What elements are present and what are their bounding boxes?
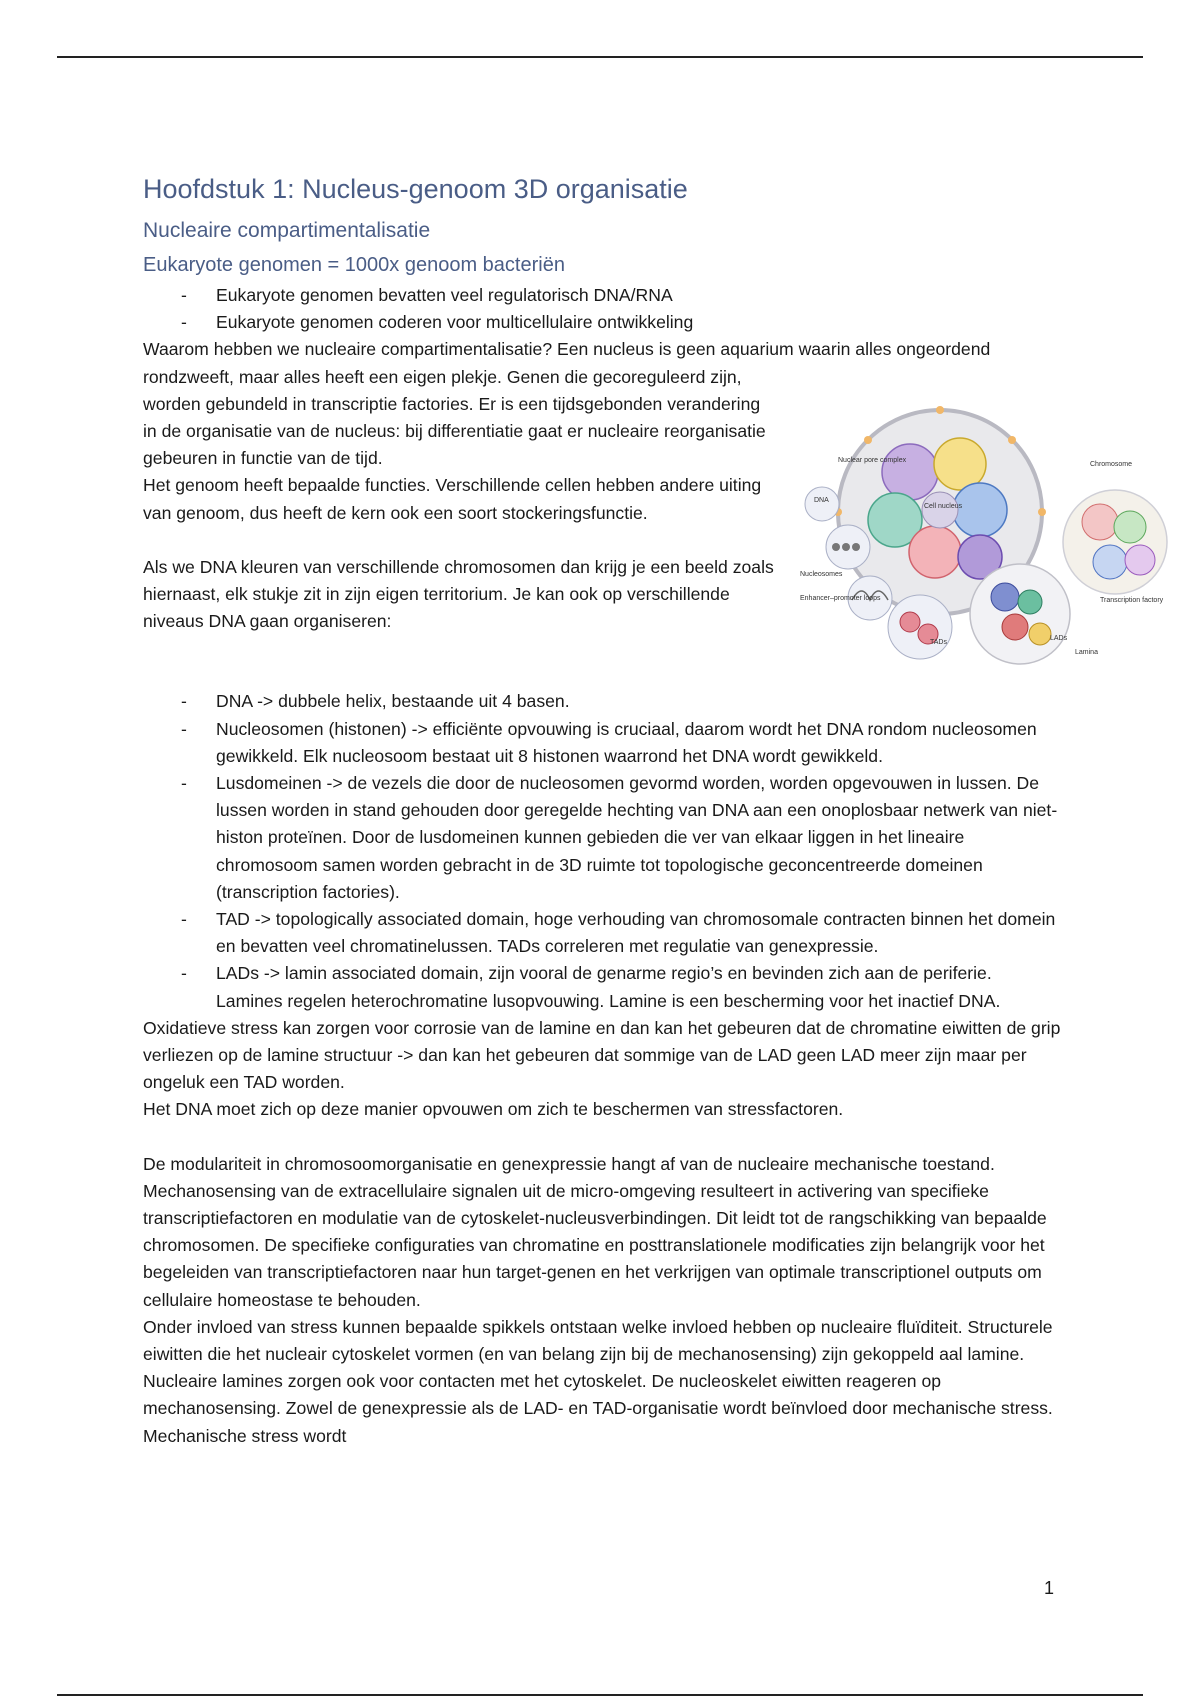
- label-tads: TADs: [930, 639, 947, 646]
- label-chromosome: Chromosome: [1090, 461, 1133, 468]
- document-body: [143, 168, 1063, 1450]
- paragraph: Het genoom heeft bepaalde functies. Verschillende cellen hebben andere uiting van genoom, dus heeft de kern ook een soort stockeringsfunctie.: [143, 475, 762, 523]
- list-item: - Nucleosomen (histonen) -> efficiënte opvouwing is cruciaal, daarom wordt het DNA rondom nucleosomen gewikkeld. Elk nucleosoom bestaat uit 8 histonen waarrond het DNA wordt gewikkeld.: [143, 716, 1063, 770]
- tad-zoom-shape: [888, 595, 952, 659]
- label-nuclear-pore: Nuclear pore complex: [838, 457, 907, 464]
- list-item: - Eukaryote genomen coderen voor multicellulaire ontwikkeling: [143, 309, 1063, 336]
- label-transcription-factory: Transcription factory: [1100, 597, 1164, 604]
- chapter-heading: Hoofdstuk 1: Nucleus-genoom 3D organisatie: [143, 174, 688, 204]
- section-heading: Nucleaire compartimentalisatie: [143, 219, 431, 242]
- label-cell-nucleus: Cell nucleus: [924, 503, 963, 510]
- label-lamina: Lamina: [1075, 649, 1098, 656]
- subsection-heading: Eukaryote genomen = 1000x genoom bacteriën: [143, 254, 565, 276]
- page-number: 1: [1044, 1578, 1055, 1598]
- paragraph: Onder invloed van stress kunnen bepaalde spikkels ontstaan welke invloed hebben op nucleaire fluïditeit. Structurele eiwitten die het nucleair cytoskelet vormen (en van belang zijn bij de mechanosensing) zijn gekoppeld aal lamine. Nucleaire lamines zorgen ook voor contacten met het cytoskelet. De nucleoskelet eiwitten reageren op mechanosensing. Zowel de genexpressie als de LAD- en TAD-organisatie wordt beïnvloed door mechanische stress. Mechanische stress wordt: [143, 1316, 1053, 1446]
- nucleus-organization-figure: [800, 402, 1172, 680]
- dna-zoom-shape: [805, 487, 839, 521]
- label-enhancer-loops: Enhancer–promoter loops: [800, 595, 881, 602]
- paragraph: De modulariteit in chromosoomorganisatie en genexpressie hangt af van de nucleaire mechanische toestand. Mechanosensing van de extracellulaire signalen uit de micro-omgeving resulteert in activering van specifieke transcriptiefactoren en modulatie van de cytoskelet-nucleusverbindingen. Dit leidt tot de rangschikking van bepaalde chromosomen. De specifieke configuraties van chromatine en posttranslationele modificaties zijn belangrijk voor het begeleiden van transcriptiefactoren naar hun target-genen en het verkrijgen van optimale transcriptionel outputs om cellulaire homeostase te behouden.: [143, 1153, 1047, 1310]
- footer-rule: [57, 1694, 1143, 1696]
- label-nucleosomes: Nucleosomes: [800, 571, 843, 578]
- paragraph: Oxidatieve stress kan zorgen voor corrosie van de lamine en dan kan het gebeuren dat de chromatine eiwitten de grip verliezen op de lamine structuur -> dan kan het gebeuren dat sommige van de LAD geen LAD meer zijn maar per ongeluk een TAD worden.: [143, 1017, 1061, 1093]
- intro-bullet-list: [143, 282, 1063, 336]
- list-item: - DNA -> dubbele helix, bestaande uit 4 basen.: [143, 688, 1063, 715]
- list-item: - LADs -> lamin associated domain, zijn vooral de genarme regio’s en bevinden zich aan de periferie. Lamines regelen heterochromatine lusopvouwing. Lamine is een bescherming voor het inactief DNA.: [143, 960, 1063, 1014]
- organization-levels-list: [143, 688, 1063, 1014]
- paragraph: Als we DNA kleuren van verschillende chromosomen dan krijg je een beeld zoals hiernaast, elk stukje zit in zijn eigen territorium. Je kan ook op verschillende niveaus DNA gaan organiseren:: [143, 556, 774, 632]
- nucleosome-beads-shape: [832, 543, 860, 551]
- list-item: - TAD -> topologically associated domain, hoge verhouding van chromosomale contracten binnen het domein en bevatten veel chromatinelussen. TADs correleren met regulatie van genexpressie.: [143, 906, 1063, 960]
- header-rule: [57, 56, 1143, 58]
- label-dna: DNA: [814, 497, 829, 504]
- list-item: - Eukaryote genomen bevatten veel regulatorisch DNA/RNA: [143, 282, 1063, 309]
- paragraph: Het DNA moet zich op deze manier opvouwen om zich te beschermen van stressfactoren.: [143, 1099, 844, 1120]
- paragraph: Waarom hebben we nucleaire compartimentalisatie? Een nucleus is geen aquarium waarin alles ongeordend rondzweeft, maar alles heeft een eigen plekje. Genen die gecoreguleerd zijn, worden gebundeld in transcriptie factories. Er is een tijdsgebonden verandering in de organisatie van de nucleus: bij differentiatie gaat er nucleaire reorganisatie gebeuren in functie van de tijd.: [143, 339, 991, 469]
- list-item: - Lusdomeinen -> de vezels die door de nucleosomen gevormd worden, worden opgevouwen in lussen. De lussen worden in stand gehouden door geregelde hechting van DNA aan een onoplosbaar netwerk van niet-histon proteïnen. Door de lusdomeinen kunnen gebieden die ver van elkaar liggen in het lineaire chromosoom samen worden gebracht in de 3D ruimte tot topologische geconcentreerde domeinen (transcription factories).: [143, 770, 1063, 906]
- label-lads: LADs: [1050, 635, 1068, 642]
- lad-zoom-shape: [970, 564, 1070, 664]
